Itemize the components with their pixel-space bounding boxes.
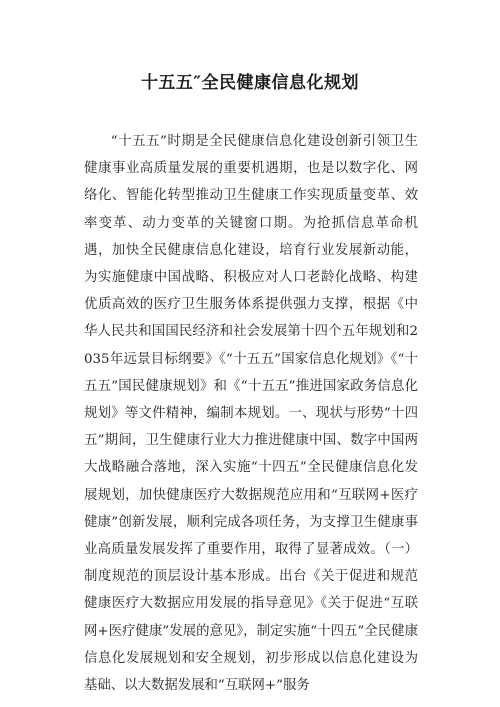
- document-title: 十五五″全民健康信息化规划: [140, 73, 360, 93]
- document-body-paragraph: “十五五”时期是全民健康信息化建设创新引领卫生健康事业高质量发展的重要机遇期，也是以数字化、网络化、智能化转型推动卫生健康工作实现质量变革、效率变革、动力变革的关键窗口期。为抢抓信息革命机遇，加快全民健康信息化建设，培育行业发展新动能，为实施健康中国战略、积极应对人口老龄化战略、构建优质高效的医疗卫生服务体系提供强力支撑，根据《中华人民共和国国民经济和社会发展第十四个五年规划和2035年远景目标纲要》《“十五五”国家信息化规划》《“十五五”国民健康规划》和《“十五五”推进国家政务信息化规划》等文件精神，编制本规划。一、现状与形势“十四五”期间，卫生健康行业大力推进健康中国、数字中国两大战略融合落地，深入实施“十四五”全民健康信息化发展规划，加快健康医疗大数据规范应用和“互联网+医疗健康”创新发展，顺利完成各项任务，为支撑卫生健康事业高质量发展发挥了重要作用，取得了显著成效。（一）制度规范的顶层设计基本形成。出台《关于促进和规范健康医疗大数据应用发展的指导意见》《关于促进“互联网+医疗健康”发展的意见》，制定实施“十四五”全民健康信息化发展规划和安全规划，初步形成以信息化建设为基础、以大数据发展和“互联网+”服务: [84, 134, 418, 694]
